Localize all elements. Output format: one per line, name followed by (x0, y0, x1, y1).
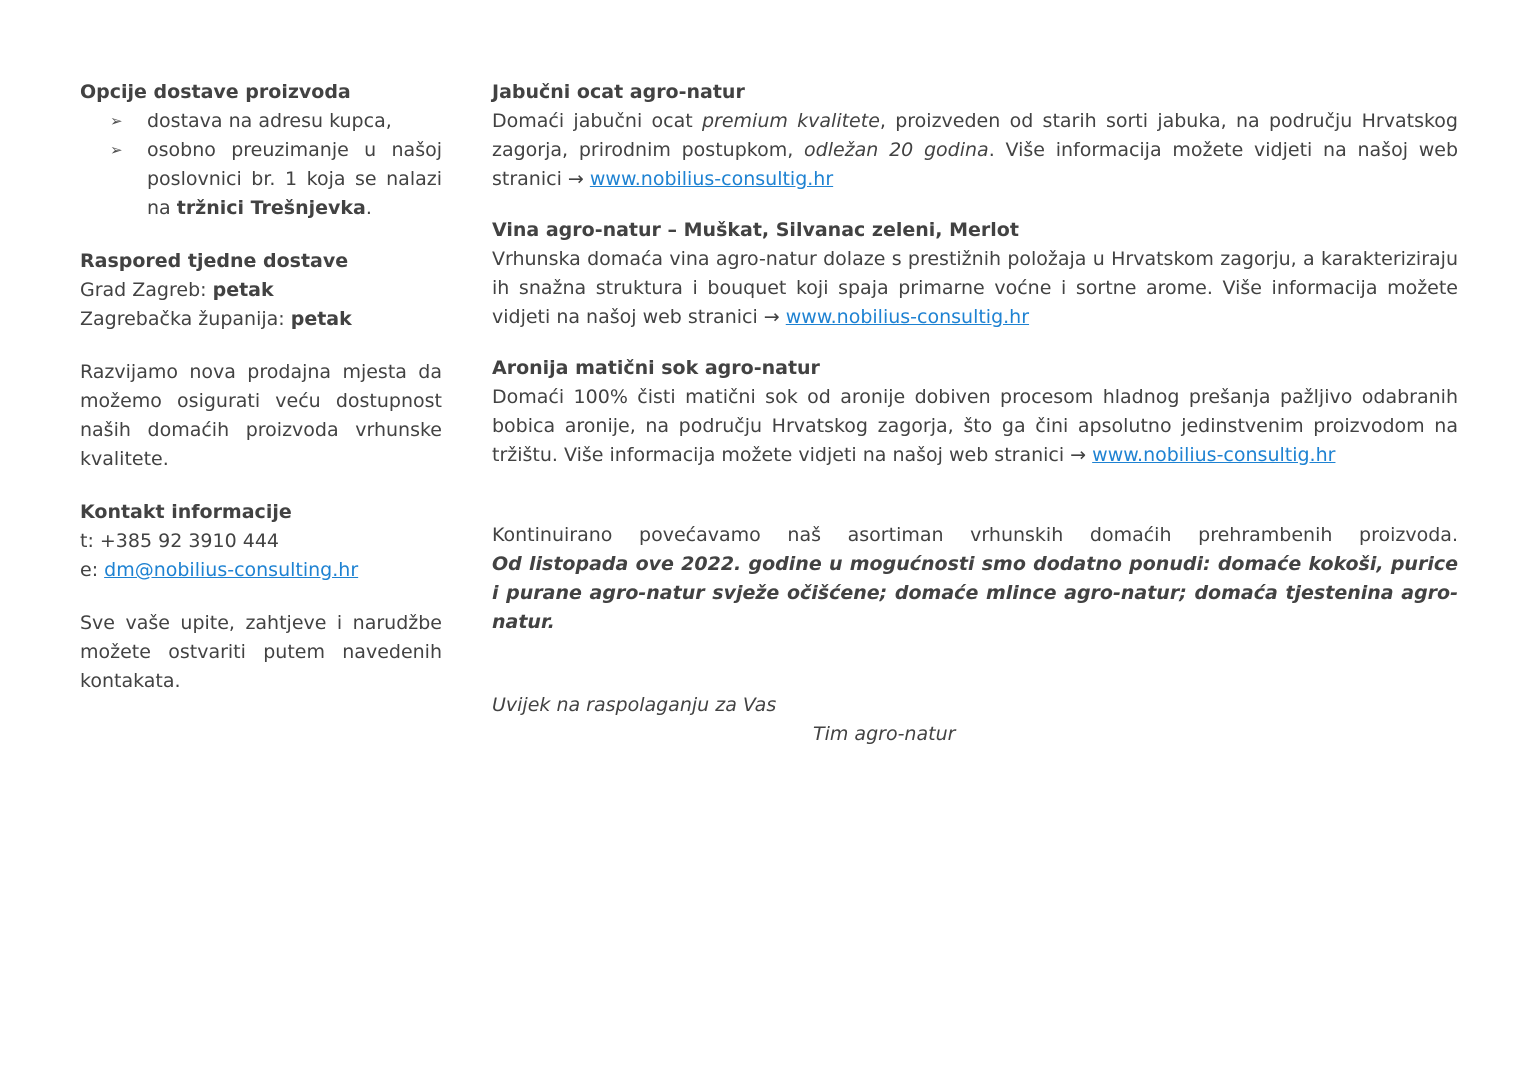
assortment-intro: Kontinuirano povećavamo naš asortiman vrhunskih domaćih prehrambenih proizvoda. (492, 524, 1458, 546)
closing-section (80, 609, 442, 696)
text-segment: . (365, 197, 372, 219)
expansion-paragraph: Razvijamo nova prodajna mjesta da možemo osigurati veću dostupnost naših domaćih proizvoda vrhunske kvalitete. (80, 361, 442, 470)
delivery-option-text: dostava na adresu kupca, (147, 110, 392, 132)
closing-paragraph: Sve vaše upite, zahtjeve i narudžbe možete ostvariti putem navedenih kontakata. (80, 612, 442, 692)
italic-segment: premium kvalitete (701, 110, 880, 132)
assortment-section (492, 521, 1458, 637)
delivery-options-section (80, 78, 442, 223)
product-description (492, 107, 1458, 194)
schedule-label: Grad Zagreb: (80, 279, 213, 301)
contact-section (80, 498, 442, 585)
delivery-option-item (80, 136, 442, 223)
schedule-line-county (80, 305, 442, 334)
contact-heading: Kontakt informacije (80, 501, 292, 523)
product-section-aronija (492, 354, 1458, 470)
delivery-option-item (80, 107, 442, 136)
schedule-day: petak (212, 279, 274, 301)
delivery-options-heading: Opcije dostave proizvoda (80, 81, 351, 103)
weekly-schedule-section (80, 247, 442, 334)
italic-segment: odležan 20 godina (804, 139, 989, 161)
schedule-day: petak (290, 308, 352, 330)
product-heading: Aronija matični sok agro-natur (492, 357, 820, 379)
product-section-vina (492, 216, 1458, 332)
website-link[interactable]: www.nobilius-consultig.hr (785, 306, 1030, 328)
text-segment: , proizveden od starih sorti jabuka, na području Hrvatskog zagorja, prirodnim postupkom, (492, 110, 1458, 161)
phone-number: +385 92 3910 444 (99, 530, 279, 552)
weekly-schedule-heading: Raspored tjedne dostave (80, 250, 349, 272)
assortment-announcement: Od listopada ove 2022. godine u mogućnosti smo dodatno ponudi: domaće kokoši, purice i purane agro-natur svježe očišćene; domaće mlince agro-natur; domaća tjestenina agro-natur. (492, 553, 1458, 633)
text-segment: Domaći jabučni ocat (492, 110, 702, 132)
product-heading: Vina agro-natur – Muškat, Silvanac zeleni, Merlot (492, 219, 1019, 241)
product-description (492, 245, 1458, 332)
schedule-line-zagreb (80, 276, 442, 305)
schedule-label: Zagrebačka županija: (80, 308, 291, 330)
signoff-line: Uvijek na raspolaganju za Vas (492, 694, 777, 716)
signoff-team: Tim agro-natur (813, 723, 956, 745)
text-segment: . Više informacija možete vidjeti na našoj web stranici → (492, 139, 1459, 190)
bold-segment: tržnici Trešnjevka (176, 197, 366, 219)
left-column (80, 78, 442, 720)
website-link[interactable]: www.nobilius-consultig.hr (1092, 444, 1336, 466)
phone-line (80, 527, 442, 556)
phone-label: t: (80, 530, 100, 552)
product-heading: Jabučni ocat agro-natur (492, 81, 745, 103)
text-segment: osobno preuzimanje u našoj poslovnici br. 1 koja se nalazi na (147, 139, 442, 219)
expansion-section (80, 358, 442, 474)
text-segment: Vrhunska domaća vina agro-natur dolaze s prestižnih položaja u Hrvatskom zagorju, a karakteriziraju ih snažna struktura i bouquet koji spaja primarne voćne i sortne arome. Više informacija možete vidjeti na našoj web stranici → (492, 248, 1458, 328)
signoff (492, 691, 1458, 749)
delivery-option-text (147, 136, 442, 223)
arrow-bullet-icon: ➢ (110, 112, 123, 130)
website-link[interactable]: www.nobilius-consultig.hr (589, 168, 834, 190)
email-line (80, 556, 442, 585)
right-column (492, 78, 1458, 749)
product-description (492, 383, 1458, 470)
product-section-jabucni-ocat (492, 78, 1458, 194)
email-label: e: (80, 559, 105, 581)
arrow-bullet-icon: ➢ (110, 141, 123, 159)
text-segment: Domaći 100% čisti matični sok od aronije dobiven procesom hladnog prešanja pažljivo odabranih bobica aronije, na području Hrvatskog zagorja, što ga čini apsolutno jedinstvenim proizvodom na tržištu. Više informacija možete vidjeti na našoj web stranici → (492, 386, 1458, 466)
email-link[interactable]: dm@nobilius-consulting.hr (104, 559, 359, 581)
